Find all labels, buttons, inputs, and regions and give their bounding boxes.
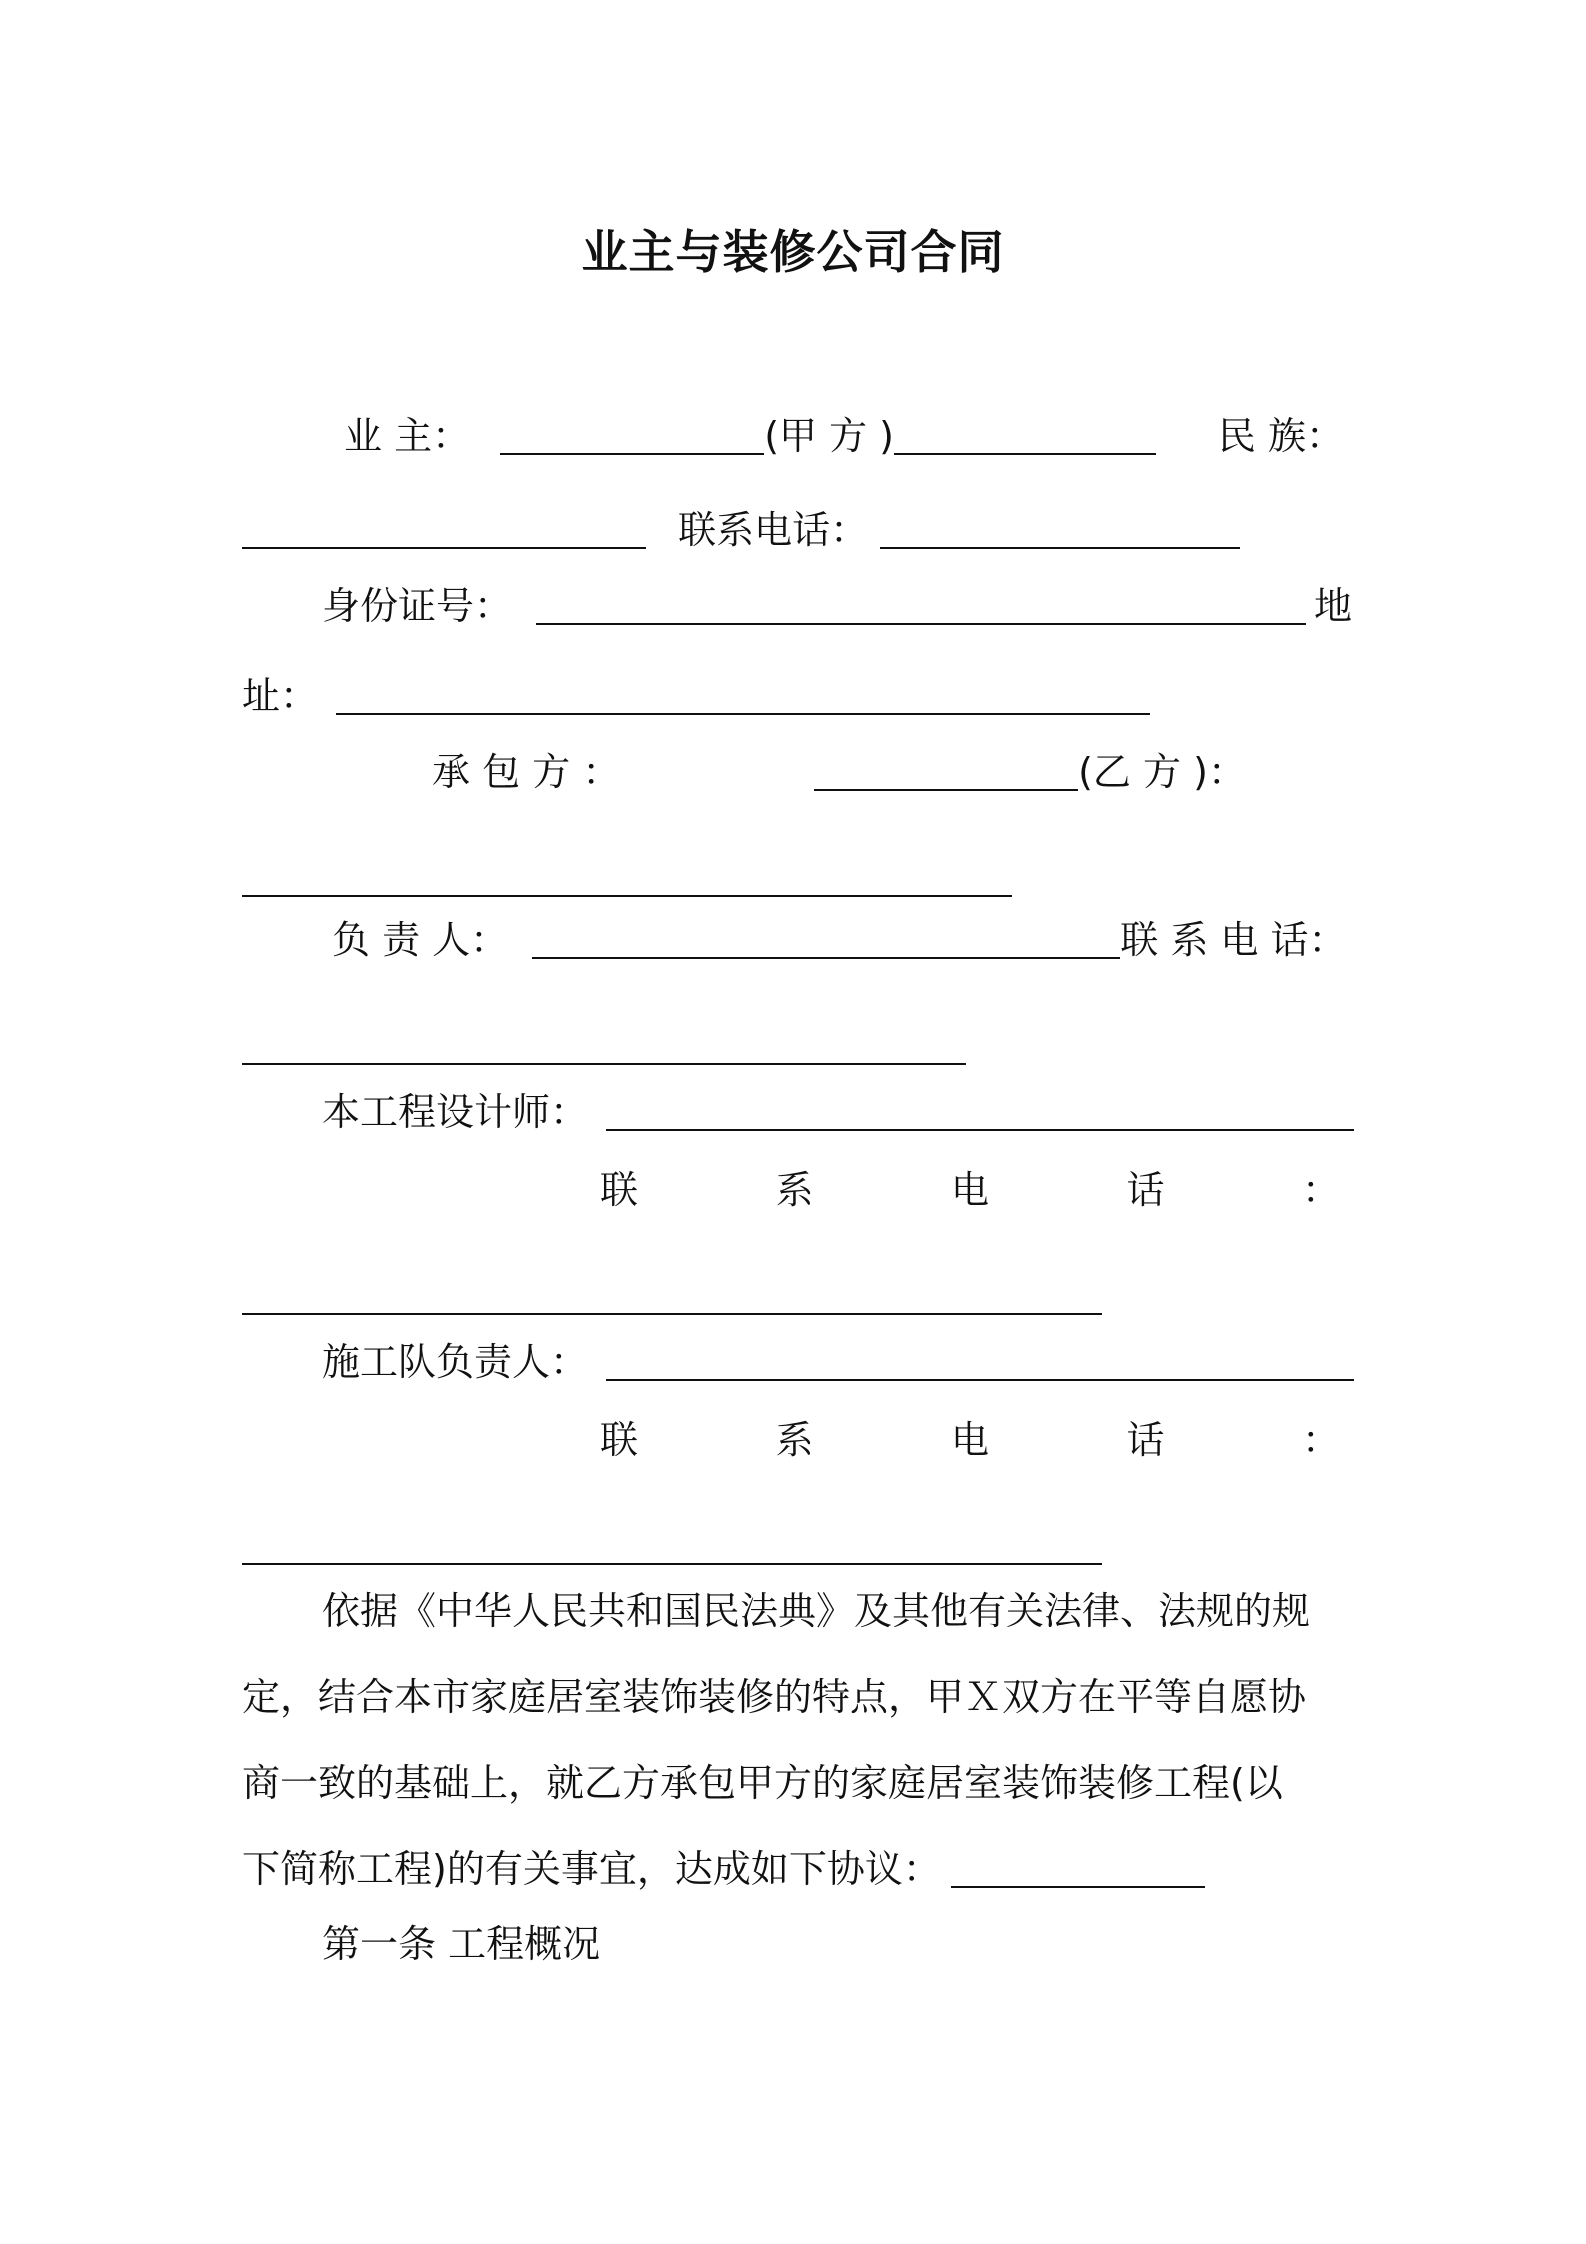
id-line [322, 576, 1352, 636]
intro-line-4-text: 下简称工程)的有关事宜，达成如下协议： [242, 1847, 941, 1891]
team-leader-phone-blank[interactable] [242, 1523, 1102, 1565]
intro-line-4 [242, 1826, 1352, 1912]
agreement-blank[interactable] [951, 1846, 1205, 1888]
ethnicity-blank[interactable] [242, 507, 646, 549]
intro-line-1: 依据《中华人民共和国民法典》及其他有关法律、法规的规 [322, 1589, 1311, 1633]
ethnicity-label: 民 族： [1217, 414, 1344, 458]
designer-label: 本工程设计师： [322, 1090, 589, 1134]
team-leader-phone-blank-line [242, 1516, 1352, 1576]
designer-phone-blank[interactable] [242, 1273, 1102, 1315]
person-in-charge-blank[interactable] [532, 917, 1120, 959]
party-a-label: (甲 方 ) [764, 414, 894, 458]
person-in-charge-line [332, 910, 1347, 970]
intro-paragraph [242, 1568, 1352, 1912]
article-1-heading: 第一条 工程概况 [322, 1922, 601, 1966]
designer-blank[interactable] [606, 1089, 1354, 1131]
team-leader-label: 施工队负责人： [322, 1340, 589, 1384]
owner-phone-blank[interactable] [880, 507, 1240, 549]
contractor-continuation-blank[interactable] [242, 855, 1012, 897]
contractor-phone-blank[interactable] [242, 1023, 966, 1065]
id-label: 身份证号： [322, 584, 513, 628]
owner-blank[interactable] [500, 413, 764, 455]
party-b-label: (乙 方 )： [1078, 750, 1246, 794]
person-in-charge-label: 负 责 人： [332, 918, 509, 962]
party-a-blank[interactable] [894, 413, 1156, 455]
contractor-line [432, 742, 1352, 802]
contractor-blank-line [242, 848, 1352, 908]
contractor-phone-label: 联 系 电 话： [1120, 918, 1347, 962]
designer-phone-blank-line [242, 1266, 1352, 1326]
address-char-1: 地 [1313, 584, 1352, 628]
intro-line-2: 定，结合本市家庭居室装饰装修的特点，甲Ｘ双方在平等自愿协 [242, 1675, 1307, 1719]
team-leader-line [322, 1332, 1352, 1392]
contractor-blank[interactable] [814, 749, 1078, 791]
document-title: 业主与装修公司合同 [581, 225, 1005, 279]
address-line [242, 666, 1352, 726]
contractor-phone-blank-line [242, 1016, 1352, 1076]
intro-line-3: 商一致的基础上，就乙方承包甲方的家庭居室装饰装修工程(以 [242, 1761, 1283, 1805]
contractor-label: 承 包 方 ： [432, 750, 621, 794]
designer-line [322, 1082, 1352, 1142]
id-blank[interactable] [536, 583, 1306, 625]
owner-phone-line [242, 500, 1352, 560]
designer-phone-label: 联 系 电 话 ： [600, 1168, 1340, 1212]
owner-line [344, 406, 1344, 466]
address-blank[interactable] [336, 673, 1150, 715]
owner-label: 业 主： [344, 414, 471, 458]
team-leader-phone-label: 联 系 电 话 ： [600, 1418, 1340, 1462]
owner-phone-label: 联系电话： [678, 508, 869, 552]
team-leader-blank[interactable] [606, 1339, 1354, 1381]
address-label: 址： [242, 674, 319, 718]
